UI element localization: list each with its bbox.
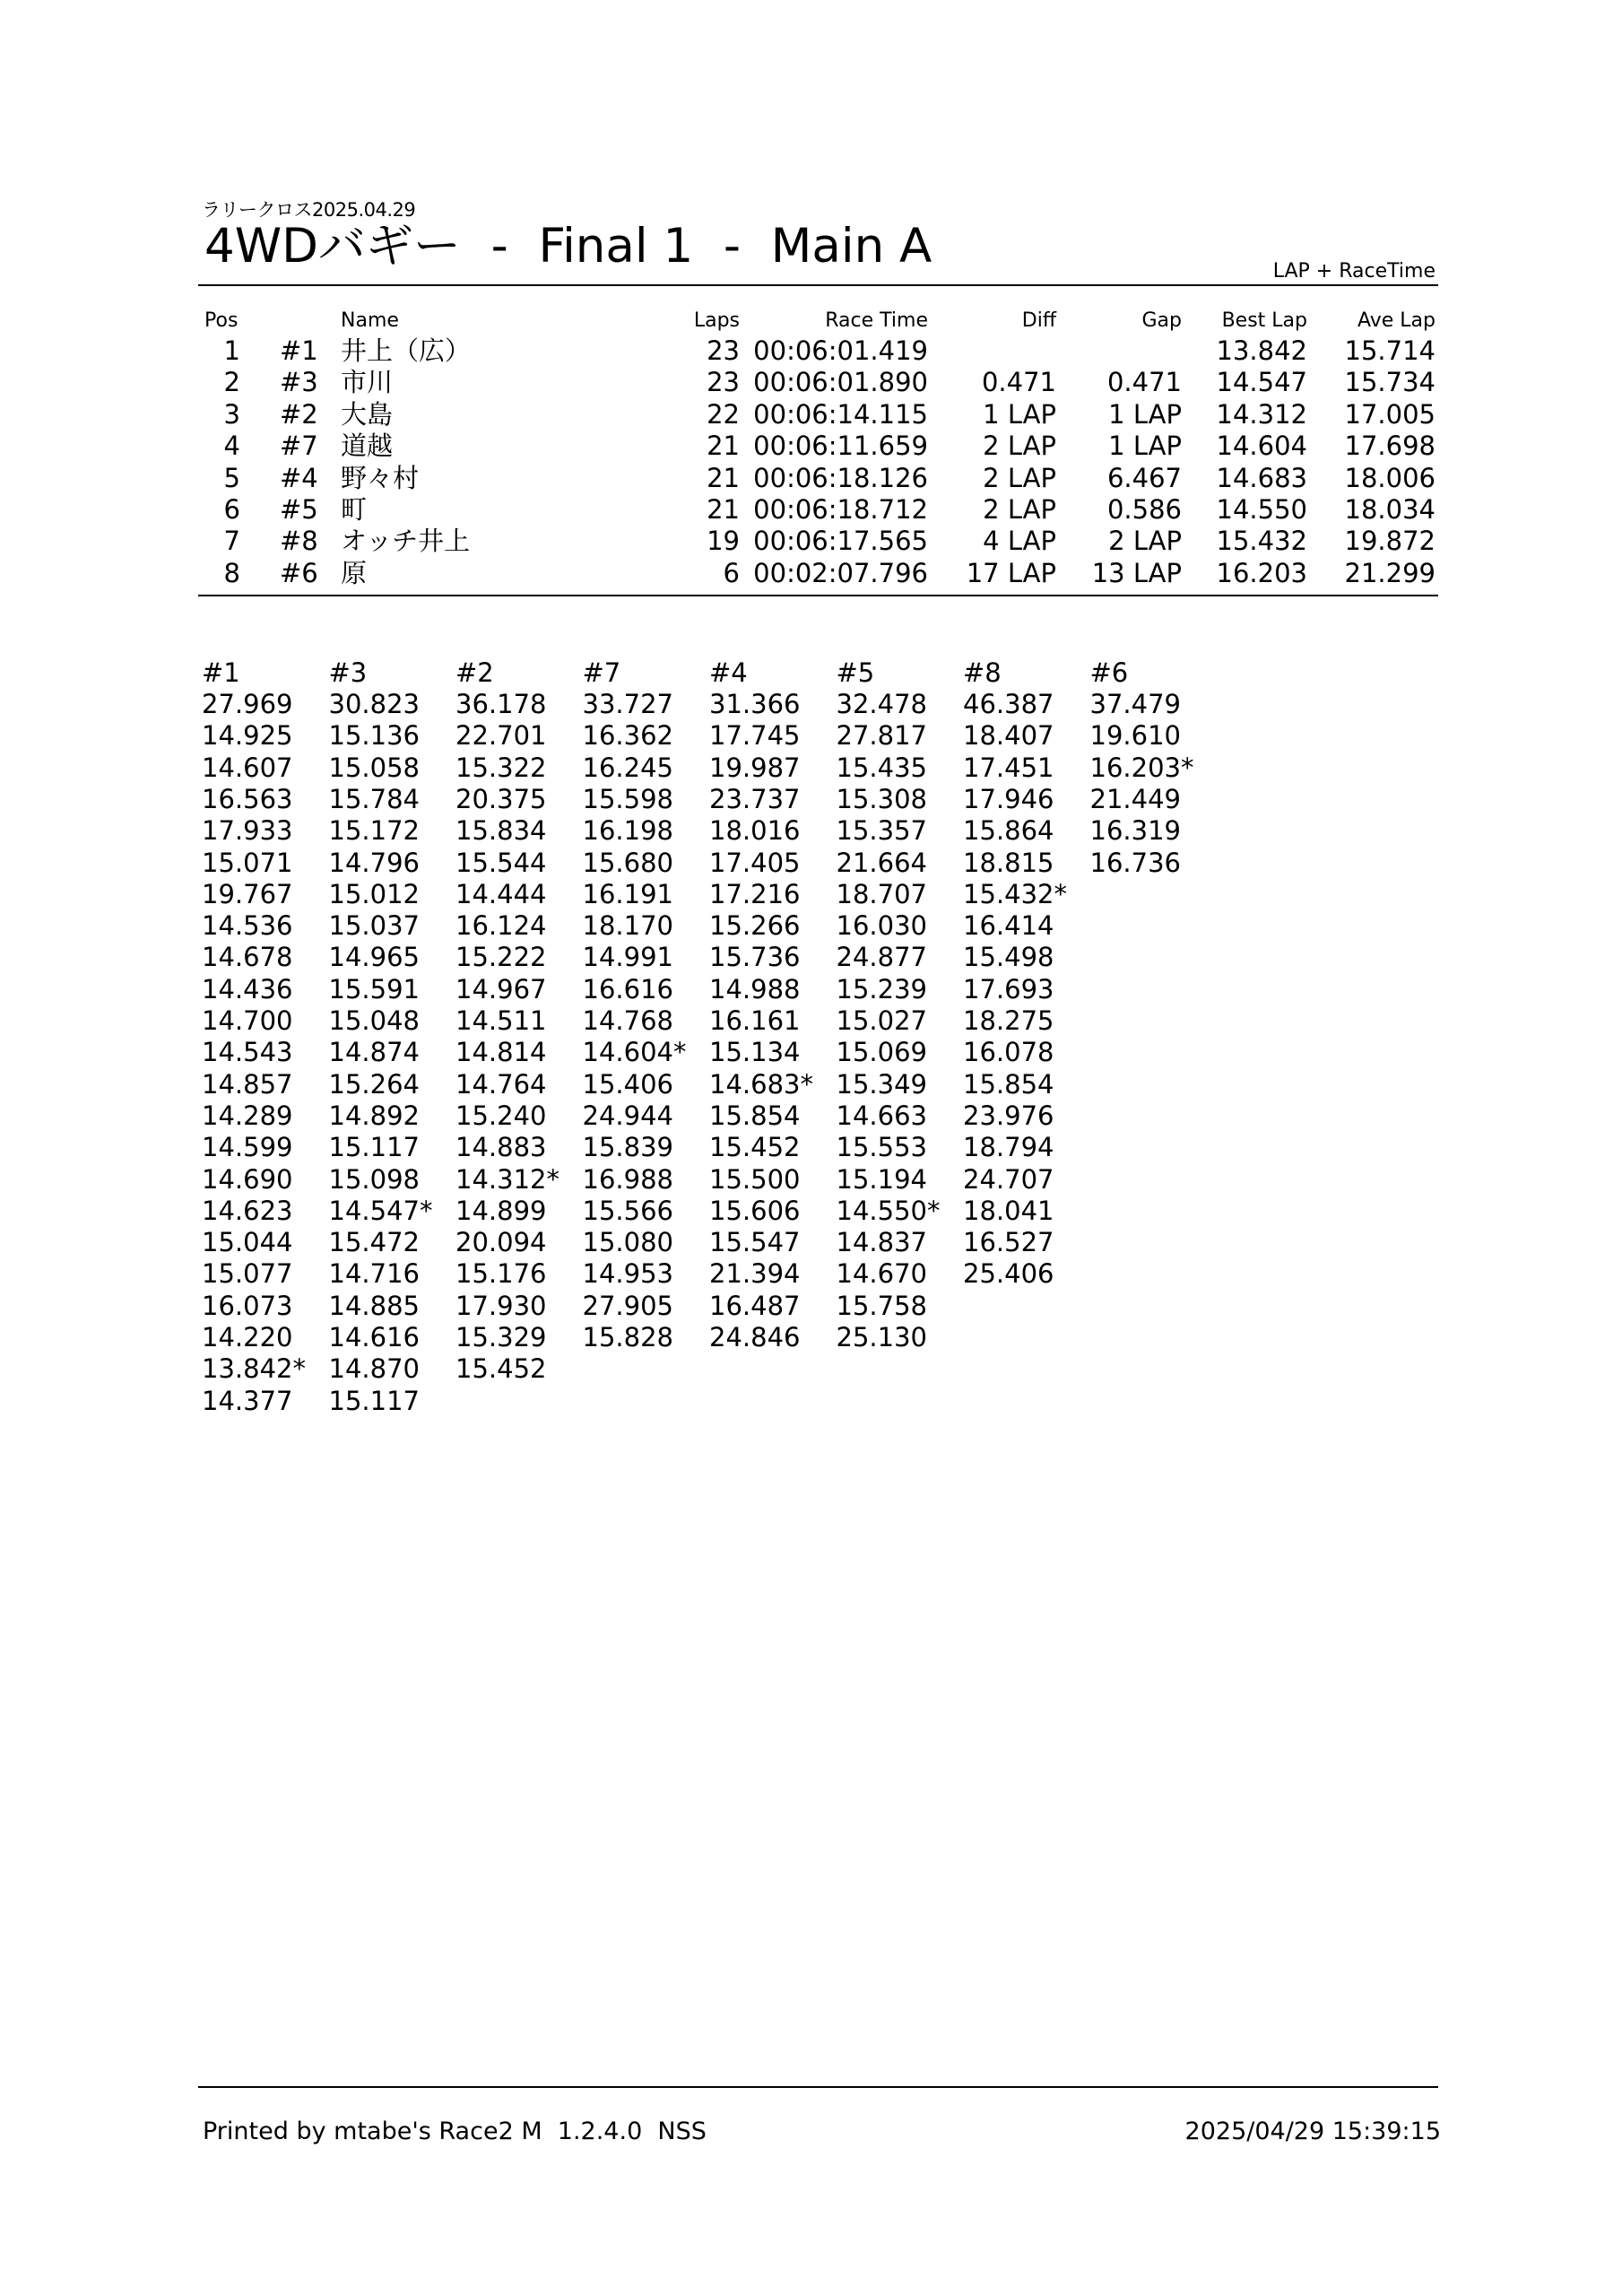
lap-time: 19.610 <box>1089 720 1181 752</box>
lap-time: 15.239 <box>836 973 927 1004</box>
lap-column-car: #7 <box>582 657 621 688</box>
result-pos: 1 <box>223 335 240 366</box>
result-ave-lap: 18.034 <box>1344 494 1436 525</box>
result-diff: 4 LAP <box>983 526 1056 557</box>
lap-column-car: #4 <box>709 657 748 688</box>
lap-time: 15.136 <box>328 720 420 752</box>
lap-column-car: #6 <box>1089 657 1129 688</box>
lap-time: 16.078 <box>963 1037 1054 1068</box>
lap-time: 15.071 <box>202 847 293 878</box>
lap-time: 27.969 <box>202 689 293 719</box>
lap-time: 16.073 <box>202 1290 293 1321</box>
lap-time: 14.965 <box>328 942 420 973</box>
lap-time: 15.037 <box>328 910 420 942</box>
lap-time: 15.080 <box>582 1227 673 1258</box>
lap-time: 18.707 <box>836 878 927 909</box>
lap-time: 14.991 <box>582 942 673 973</box>
lap-time: 14.220 <box>202 1322 293 1352</box>
lap-time: 21.394 <box>709 1258 801 1290</box>
lap-time: 27.905 <box>582 1290 673 1321</box>
result-laps: 19 <box>707 526 740 557</box>
result-car-number: #3 <box>280 367 318 398</box>
result-diff: 17 LAP <box>966 557 1056 588</box>
col-header-best-lap: Best Lap <box>1221 309 1307 332</box>
lap-column-car: #8 <box>963 657 1002 688</box>
result-diff: 2 LAP <box>983 494 1056 525</box>
lap-time: 15.117 <box>328 1132 420 1163</box>
lap-time: 15.048 <box>328 1005 420 1036</box>
table-row <box>0 335 1622 367</box>
lap-time: 15.012 <box>328 878 420 909</box>
lap-time: 20.094 <box>455 1227 547 1258</box>
result-car-number: #2 <box>280 398 318 430</box>
results-divider <box>198 595 1438 596</box>
result-race-time: 00:06:18.712 <box>753 494 928 525</box>
lap-time: 17.933 <box>202 815 293 847</box>
lap-time: 15.606 <box>709 1195 801 1226</box>
lap-time: 15.544 <box>455 847 547 878</box>
lap-time: 18.794 <box>963 1132 1054 1163</box>
lap-time: 14.683* <box>709 1068 813 1100</box>
lap-time: 14.312* <box>455 1163 559 1195</box>
result-race-time: 00:06:18.126 <box>753 462 928 493</box>
lap-time: 14.511 <box>455 1005 547 1036</box>
result-diff: 0.471 <box>981 367 1056 398</box>
lap-time: 14.988 <box>709 973 801 1004</box>
lap-time: 19.767 <box>202 878 293 909</box>
result-ave-lap: 17.005 <box>1344 398 1436 430</box>
lap-time: 14.604* <box>582 1037 687 1068</box>
result-gap: 6.467 <box>1106 462 1182 493</box>
result-best-lap: 14.312 <box>1216 398 1307 430</box>
lap-time: 15.839 <box>582 1132 673 1163</box>
result-car-number: #7 <box>280 430 318 462</box>
lap-time: 15.357 <box>836 815 927 847</box>
result-ave-lap: 15.734 <box>1344 367 1436 398</box>
result-driver-name: 原 <box>341 557 368 588</box>
result-pos: 7 <box>223 526 240 557</box>
lap-time: 30.823 <box>328 689 420 719</box>
mode-label: LAP + RaceTime <box>1272 260 1436 283</box>
lap-time: 18.041 <box>963 1195 1054 1226</box>
lap-time: 14.550* <box>836 1195 941 1226</box>
lap-time: 15.736 <box>709 942 801 973</box>
lap-time: 14.616 <box>328 1322 420 1352</box>
table-row <box>0 430 1622 462</box>
lap-time: 15.854 <box>963 1068 1054 1100</box>
result-laps: 21 <box>707 462 740 493</box>
result-diff: 2 LAP <box>983 430 1056 462</box>
event-name: ラリークロス2025.04.29 <box>202 199 416 221</box>
lap-time: 14.892 <box>328 1100 420 1131</box>
col-header-pos: Pos <box>204 309 239 332</box>
table-row <box>0 367 1622 398</box>
lap-time: 17.405 <box>709 847 801 878</box>
lap-time: 14.670 <box>836 1258 927 1290</box>
result-ave-lap: 17.698 <box>1344 430 1436 462</box>
lap-time: 14.700 <box>202 1005 293 1036</box>
result-pos: 5 <box>223 462 240 493</box>
lap-time: 16.198 <box>582 815 673 847</box>
result-driver-name: 井上（広） <box>341 335 472 366</box>
result-gap: 0.471 <box>1106 367 1182 398</box>
lap-time: 23.737 <box>709 783 801 814</box>
lap-time: 14.547* <box>328 1195 433 1226</box>
lap-time: 15.472 <box>328 1227 420 1258</box>
result-race-time: 00:06:14.115 <box>753 398 928 430</box>
lap-time: 14.377 <box>202 1385 293 1416</box>
lap-time: 15.044 <box>202 1227 293 1258</box>
header-divider <box>198 284 1438 286</box>
result-laps: 22 <box>707 398 740 430</box>
result-driver-name: 道越 <box>341 430 394 462</box>
col-header-race-time: Race Time <box>825 309 928 332</box>
result-driver-name: オッチ井上 <box>341 526 471 557</box>
lap-time: 14.885 <box>328 1290 420 1321</box>
result-driver-name: 大島 <box>341 398 394 430</box>
lap-time: 17.216 <box>709 878 801 909</box>
result-driver-name: 市川 <box>341 367 394 398</box>
lap-time: 15.680 <box>582 847 673 878</box>
lap-time: 15.598 <box>582 783 673 814</box>
lap-time: 24.944 <box>582 1100 673 1131</box>
result-gap: 2 LAP <box>1108 526 1182 557</box>
lap-time: 36.178 <box>455 689 547 719</box>
lap-time: 15.758 <box>836 1290 927 1321</box>
lap-time: 14.837 <box>836 1227 927 1258</box>
result-car-number: #8 <box>280 526 318 557</box>
lap-time: 17.930 <box>455 1290 547 1321</box>
result-race-time: 00:06:17.565 <box>753 526 928 557</box>
lap-time: 24.846 <box>709 1322 801 1352</box>
lap-time: 14.883 <box>455 1132 547 1163</box>
lap-time: 15.432* <box>963 878 1067 909</box>
lap-time: 14.796 <box>328 847 420 878</box>
result-driver-name: 野々村 <box>341 462 420 493</box>
lap-time: 16.030 <box>836 910 927 942</box>
result-diff: 1 LAP <box>983 398 1056 430</box>
lap-time: 27.817 <box>836 720 927 752</box>
table-row <box>0 463 1622 494</box>
lap-time: 18.407 <box>963 720 1054 752</box>
lap-time: 15.452 <box>709 1132 801 1163</box>
lap-time: 14.925 <box>202 720 293 752</box>
lap-time: 15.322 <box>455 752 547 783</box>
lap-time: 15.308 <box>836 783 927 814</box>
lap-time: 21.449 <box>1089 783 1181 814</box>
lap-time: 13.842* <box>202 1353 306 1385</box>
lap-time: 37.479 <box>1089 689 1181 719</box>
result-ave-lap: 18.006 <box>1344 462 1436 493</box>
lap-time: 15.176 <box>455 1258 547 1290</box>
lap-time: 14.764 <box>455 1068 547 1100</box>
result-pos: 2 <box>223 367 240 398</box>
lap-time: 14.870 <box>328 1353 420 1385</box>
lap-time: 15.591 <box>328 973 420 1004</box>
col-header-diff: Diff <box>1021 309 1056 332</box>
result-pos: 6 <box>223 494 240 525</box>
lap-time: 15.240 <box>455 1100 547 1131</box>
lap-time: 15.264 <box>328 1068 420 1100</box>
lap-time: 17.693 <box>963 973 1054 1004</box>
lap-time: 15.098 <box>328 1163 420 1195</box>
lap-time: 17.451 <box>963 752 1054 783</box>
table-row <box>0 526 1622 557</box>
lap-time: 17.745 <box>709 720 801 752</box>
footer-divider <box>198 2086 1438 2088</box>
lap-time: 24.707 <box>963 1163 1054 1195</box>
lap-time: 16.487 <box>709 1290 801 1321</box>
lap-time: 14.436 <box>202 973 293 1004</box>
lap-time: 33.727 <box>582 689 673 719</box>
lap-time: 15.329 <box>455 1322 547 1352</box>
result-pos: 4 <box>223 430 240 462</box>
result-gap: 13 LAP <box>1091 557 1182 588</box>
lap-time: 14.678 <box>202 942 293 973</box>
table-row <box>0 399 1622 430</box>
lap-time: 14.857 <box>202 1068 293 1100</box>
lap-time: 15.172 <box>328 815 420 847</box>
lap-time: 32.478 <box>836 689 927 719</box>
lap-time: 15.349 <box>836 1068 927 1100</box>
result-car-number: #1 <box>280 335 318 366</box>
col-header-gap: Gap <box>1141 309 1182 332</box>
race-title: 4WDバギー - Final 1 - Main A <box>204 219 932 274</box>
lap-time: 25.406 <box>963 1258 1054 1290</box>
result-gap: 1 LAP <box>1108 430 1182 462</box>
lap-time: 15.435 <box>836 752 927 783</box>
lap-time: 15.784 <box>328 783 420 814</box>
lap-time: 46.387 <box>963 689 1054 719</box>
result-diff: 2 LAP <box>983 462 1056 493</box>
result-car-number: #5 <box>280 494 318 525</box>
col-header-name: Name <box>341 309 399 332</box>
result-best-lap: 14.604 <box>1216 430 1307 462</box>
result-pos: 3 <box>223 398 240 430</box>
lap-time: 16.527 <box>963 1227 1054 1258</box>
lap-time: 18.016 <box>709 815 801 847</box>
lap-column-car: #1 <box>202 657 240 688</box>
lap-time: 21.664 <box>836 847 927 878</box>
lap-time: 14.536 <box>202 910 293 942</box>
printed-at: 2025/04/29 15:39:15 <box>1184 2118 1441 2145</box>
result-laps: 23 <box>707 335 740 366</box>
lap-time: 14.543 <box>202 1037 293 1068</box>
lap-time: 16.319 <box>1089 815 1181 847</box>
result-best-lap: 14.547 <box>1216 367 1307 398</box>
result-car-number: #6 <box>280 557 318 588</box>
lap-time: 15.077 <box>202 1258 293 1290</box>
table-row <box>0 494 1622 526</box>
result-car-number: #4 <box>280 462 318 493</box>
result-laps: 21 <box>707 430 740 462</box>
lap-time: 15.547 <box>709 1227 801 1258</box>
lap-time: 14.289 <box>202 1100 293 1131</box>
lap-time: 15.566 <box>582 1195 673 1226</box>
result-race-time: 00:02:07.796 <box>753 557 928 588</box>
lap-column-car: #2 <box>455 657 494 688</box>
col-header-ave-lap: Ave Lap <box>1357 309 1436 332</box>
lap-time: 15.222 <box>455 942 547 973</box>
lap-column-car: #5 <box>836 657 875 688</box>
lap-time: 15.134 <box>709 1037 801 1068</box>
lap-time: 15.498 <box>963 942 1054 973</box>
result-race-time: 00:06:01.890 <box>753 367 928 398</box>
lap-time: 16.362 <box>582 720 673 752</box>
result-gap: 1 LAP <box>1108 398 1182 430</box>
lap-time: 15.500 <box>709 1163 801 1195</box>
result-best-lap: 13.842 <box>1216 335 1307 366</box>
lap-time: 24.877 <box>836 942 927 973</box>
lap-time: 14.716 <box>328 1258 420 1290</box>
col-header-laps: Laps <box>693 309 740 332</box>
lap-time: 15.058 <box>328 752 420 783</box>
lap-time: 31.366 <box>709 689 801 719</box>
lap-time: 16.161 <box>709 1005 801 1036</box>
lap-time: 17.946 <box>963 783 1054 814</box>
result-driver-name: 町 <box>341 494 368 525</box>
lap-time: 22.701 <box>455 720 547 752</box>
result-laps: 23 <box>707 367 740 398</box>
lap-time: 16.414 <box>963 910 1054 942</box>
result-best-lap: 14.550 <box>1216 494 1307 525</box>
lap-time: 15.266 <box>709 910 801 942</box>
lap-time: 14.768 <box>582 1005 673 1036</box>
lap-time: 14.967 <box>455 973 547 1004</box>
lap-time: 15.452 <box>455 1353 547 1385</box>
lap-time: 16.736 <box>1089 847 1181 878</box>
lap-time: 14.599 <box>202 1132 293 1163</box>
lap-time: 25.130 <box>836 1322 927 1352</box>
lap-time: 14.663 <box>836 1100 927 1131</box>
result-best-lap: 15.432 <box>1216 526 1307 557</box>
lap-time: 16.245 <box>582 752 673 783</box>
lap-time: 15.553 <box>836 1132 927 1163</box>
lap-time: 16.988 <box>582 1163 673 1195</box>
lap-time: 19.987 <box>709 752 801 783</box>
lap-time: 14.953 <box>582 1258 673 1290</box>
table-row <box>0 558 1622 589</box>
lap-time: 18.275 <box>963 1005 1054 1036</box>
result-ave-lap: 15.714 <box>1344 335 1436 366</box>
printed-by: Printed by mtabe's Race2 M 1.2.4.0 NSS <box>203 2118 707 2145</box>
lap-time: 15.834 <box>455 815 547 847</box>
lap-time: 15.194 <box>836 1163 927 1195</box>
lap-time: 15.854 <box>709 1100 801 1131</box>
result-laps: 21 <box>707 494 740 525</box>
lap-time: 14.899 <box>455 1195 547 1226</box>
lap-time: 15.864 <box>963 815 1054 847</box>
result-race-time: 00:06:01.419 <box>753 335 928 366</box>
result-ave-lap: 21.299 <box>1344 557 1436 588</box>
result-ave-lap: 19.872 <box>1344 526 1436 557</box>
result-best-lap: 16.203 <box>1216 557 1307 588</box>
result-race-time: 00:06:11.659 <box>753 430 928 462</box>
lap-time: 18.815 <box>963 847 1054 878</box>
lap-time: 16.203* <box>1089 752 1194 783</box>
lap-time: 23.976 <box>963 1100 1054 1131</box>
lap-time: 20.375 <box>455 783 547 814</box>
result-laps: 6 <box>723 557 740 588</box>
lap-time: 15.069 <box>836 1037 927 1068</box>
lap-time: 15.027 <box>836 1005 927 1036</box>
lap-time: 15.828 <box>582 1322 673 1352</box>
lap-time: 14.814 <box>455 1037 547 1068</box>
lap-time: 16.616 <box>582 973 673 1004</box>
lap-column-car: #3 <box>328 657 368 688</box>
lap-time: 14.690 <box>202 1163 293 1195</box>
lap-time: 14.444 <box>455 878 547 909</box>
lap-time: 18.170 <box>582 910 673 942</box>
result-gap: 0.586 <box>1106 494 1182 525</box>
result-best-lap: 14.683 <box>1216 462 1307 493</box>
lap-time: 16.191 <box>582 878 673 909</box>
lap-time: 14.607 <box>202 752 293 783</box>
lap-time: 16.124 <box>455 910 547 942</box>
lap-time: 15.406 <box>582 1068 673 1100</box>
lap-time: 14.874 <box>328 1037 420 1068</box>
lap-time: 14.623 <box>202 1195 293 1226</box>
lap-time: 15.117 <box>328 1385 420 1416</box>
lap-time: 16.563 <box>202 783 293 814</box>
result-pos: 8 <box>223 557 240 588</box>
